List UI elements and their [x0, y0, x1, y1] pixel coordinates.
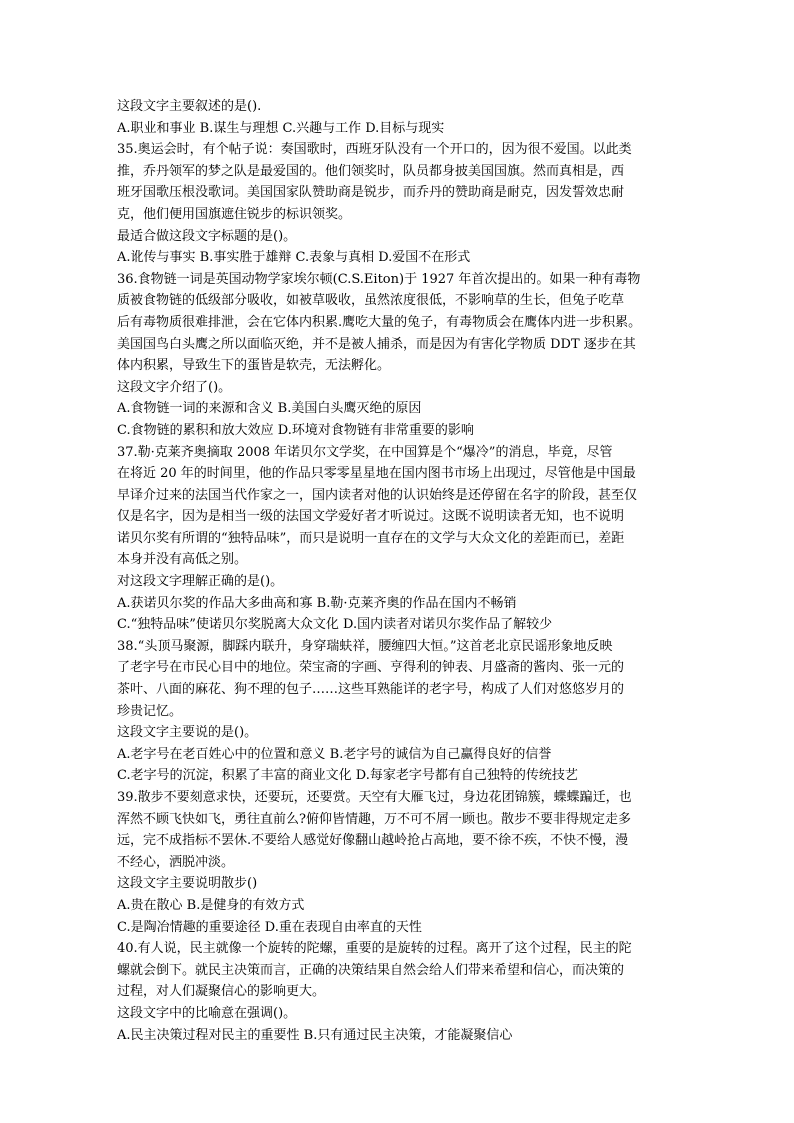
- text-line: 36.食物链一词是英国动物学家埃尔顿(C.S.Eiton)于 1927 年首次提出的。如果一种有毒物: [117, 271, 641, 287]
- text-line: A.职业和事业 B.谋生与理想 C.兴趣与工作 D.目标与现实: [117, 120, 445, 136]
- text-line: 远，完不成指标不罢休.不要给人感觉好像翻山越岭抢占高地，要不徐不疾，不快不慢，漫: [117, 833, 629, 849]
- text-line: 螺就会倒下。就民主决策而言，正确的决策结果自然会给人们带来希望和信心，而决策的: [117, 962, 625, 978]
- text-line: 38.“头顶马聚源，脚踩内联升，身穿瑞蚨祥，腰缠四大恒。”这首老北京民谣形象地反映: [117, 638, 613, 654]
- text-line: 最适合做这段文字标题的是()。: [117, 228, 297, 244]
- text-line: 在将近 20 年的时间里，他的作品只零零星星地在国内图书市场上出现过，尽管他是中国最: [117, 466, 636, 482]
- text-line: 体内积累，导致生下的蛋皆是软壳，无法孵化。: [117, 358, 391, 374]
- text-line: 仅是名字，因为是相当一级的法国文学爱好者才听说过。这既不说明读者无知，也不说明: [117, 509, 625, 525]
- text-line: 39.散步不要刻意求快，还要玩，还要赏。天空有大雁飞过，身边花团锦簇，蝶蝶蹁迁，也: [117, 790, 632, 805]
- text-line: 了老字号在市民心目中的地位。荣宝斋的字画、亨得利的钟表、月盛斋的酱肉、张一元的: [117, 660, 625, 676]
- text-line: C.老字号的沉淀，积累了丰富的商业文化 D.每家老字号都有自己独特的传统技艺: [117, 768, 578, 784]
- document-page: [117, 96, 683, 1046]
- text-line: 诺贝尔奖有所谓的“独特品味”，而只是说明一直存在的文学与大众文化的差距而已，差距: [117, 530, 625, 546]
- text-line: 质被食物链的低级部分吸收，如被草吸收，虽然浓度很低，不影响草的生长，但兔子吃草: [117, 293, 625, 309]
- text-line: 这段文字主要说明散步(): [117, 876, 258, 892]
- text-line: A.获诺贝尔奖的作品大多曲高和寡 B.勒·克莱齐奥的作品在国内不畅销: [117, 595, 517, 611]
- text-line: 37.勒·克莱齐奥摘取 2008 年诺贝尔文学奖，在中国算是个“爆冷”的消息，毕竟，尽管: [117, 444, 613, 460]
- text-line: C.是陶冶情趣的重要途径 D.重在表现自由率直的天性: [117, 919, 422, 935]
- text-line: 茶叶、八面的麻花、狗不理的包子……这些耳熟能详的老字号，构成了人们对悠悠岁月的: [117, 682, 625, 698]
- text-line: 浑然不顾飞快如飞，勇往直前么?俯仰皆情趣，万不可不屑一顾也。散步不要非得规定走多: [117, 811, 631, 827]
- text-line: 本身并没有高低之别。: [117, 552, 248, 568]
- text-line: 美国国鸟白头鹰之所以面临灭绝，并不是被人捕杀，而是因为有害化学物质 DDT 逐步在其: [117, 336, 636, 352]
- text-line: 这段文字介绍了()。: [117, 379, 232, 395]
- text-line: C.“独特品味”使诺贝尔奖脱离大众文化 D.国内读者对诺贝尔奖作品了解较少: [117, 617, 553, 633]
- text-line: A.民主决策过程对民主的重要性 B.只有通过民主决策，才能凝聚信心: [117, 1027, 513, 1043]
- text-line: 推，乔丹领军的梦之队是最爱国的。他们领奖时，队员都身披美国国旗。然而真相是，西: [117, 163, 625, 179]
- text-line: C.食物链的累积和放大效应 D.环境对食物链有非常重要的影响: [117, 422, 474, 438]
- text-line: 不经心，洒脱冲淡。: [117, 854, 235, 870]
- text-line: 早译介过来的法国当代作家之一，国内读者对他的认识始终是还停留在名字的阶段，甚至仅: [117, 487, 638, 503]
- text-line: 后有毒物质很难排泄，会在它体内积累.鹰吃大量的兔子，有毒物质会在鹰体内进一步积累。: [117, 314, 642, 330]
- text-line: A.讹传与事实 B.事实胜于雄辩 C.表象与真相 D.爱国不在形式: [117, 250, 471, 266]
- text-line: 35.奥运会时，有个帖子说：奏国歌时，西班牙队没有一个开口的，因为很不爱国。以此类: [117, 142, 632, 158]
- text-line: 珍贵记忆。: [117, 703, 183, 719]
- text-line: 这段文字中的比喻意在强调()。: [117, 1005, 297, 1021]
- text-line: 过程，对人们凝聚信心的影响更大。: [117, 984, 326, 1000]
- text-line: 对这段文字理解正确的是()。: [117, 574, 284, 590]
- text-line: 班牙国歌压根没歌词。美国国家队赞助商是锐步，而乔丹的赞助商是耐克，因发誓效忠耐: [117, 185, 625, 201]
- text-line: 这段文字主要叙述的是().: [117, 99, 262, 114]
- text-line: 克，他们便用国旗遮住锐步的标识领奖。: [117, 206, 352, 222]
- text-line: A.老字号在老百姓心中的位置和意义 B.老字号的诚信为自己赢得良好的信誉: [117, 746, 552, 762]
- text-line: 这段文字主要说的是()。: [117, 725, 258, 741]
- text-line: A.食物链一词的来源和含义 B.美国白头鹰灭绝的原因: [117, 401, 422, 417]
- text-line: 40.有人说，民主就像一个旋转的陀螺，重要的是旋转的过程。离开了这个过程，民主的陀: [117, 941, 632, 957]
- text-line: A.贵在散心 B.是健身的有效方式: [117, 897, 305, 913]
